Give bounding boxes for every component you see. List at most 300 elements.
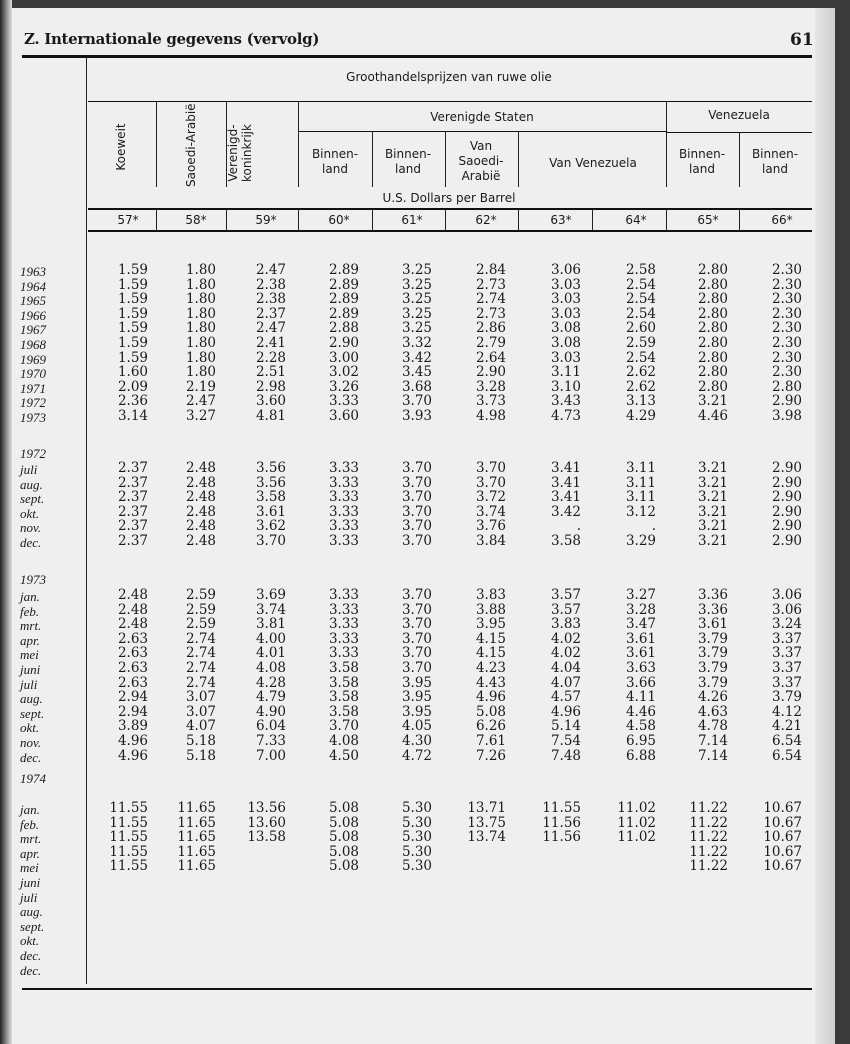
table-cell: 3.58 xyxy=(328,660,359,676)
table-cell: 3.08 xyxy=(550,320,581,337)
table-cell: 3.79 xyxy=(697,660,728,676)
table-cell: 2.90 xyxy=(328,335,359,351)
table-cell: 3.76 xyxy=(475,518,506,535)
table-cell: 3.70 xyxy=(401,601,432,618)
sub-van-venezuela: Van Venezuela xyxy=(549,156,637,170)
table-cell: 3.72 xyxy=(475,489,506,506)
table-cell: 2.64 xyxy=(475,349,506,366)
table-cell: 3.70 xyxy=(255,533,286,549)
table-cell: 11.56 xyxy=(542,814,581,831)
table-cell: 10.67 xyxy=(763,843,802,860)
table-cell: 2.37 xyxy=(255,305,286,322)
sub-binnenland: Binnen-land xyxy=(751,147,799,176)
sub-binnenland: Binnen-land xyxy=(311,147,359,176)
col-divider xyxy=(518,209,519,230)
table-cell: 1.80 xyxy=(185,320,216,337)
table-cell: 4.73 xyxy=(550,408,581,424)
table-cell: 3.61 xyxy=(697,616,728,633)
table-cell: 4.08 xyxy=(328,733,359,749)
table-cell: 3.25 xyxy=(401,320,432,337)
table-cell: 2.38 xyxy=(255,276,286,293)
table-cell: 13.74 xyxy=(467,829,506,846)
table-cell: 2.59 xyxy=(185,616,216,633)
table-cell: 3.06 xyxy=(550,262,581,278)
table-cell: 4.02 xyxy=(550,630,581,647)
table-cell: 2.48 xyxy=(117,587,148,603)
table-cell: 3.70 xyxy=(401,645,432,662)
table-cell: 3.11 xyxy=(625,489,656,506)
table-cell: 3.79 xyxy=(697,645,728,662)
table-cell: 11.22 xyxy=(689,800,728,816)
table-cell: 2.48 xyxy=(117,601,148,618)
table-cell: 3.57 xyxy=(550,601,581,618)
table-cell: 3.11 xyxy=(550,364,581,381)
row-label: feb. xyxy=(20,603,40,619)
table-cell: 2.86 xyxy=(475,320,506,337)
table-cell: 2.47 xyxy=(185,393,216,410)
row-label: 1963 xyxy=(20,264,46,279)
row-label: juni xyxy=(20,875,41,890)
table-cell: 1.80 xyxy=(185,349,216,366)
row-label: 1968 xyxy=(20,337,46,352)
row-label: mei xyxy=(20,860,39,876)
row-label: dec. xyxy=(20,535,42,550)
table-cell: 4.50 xyxy=(328,747,359,764)
row-label: 1965 xyxy=(20,293,46,309)
col-divider xyxy=(666,209,667,230)
table-cell: 2.80 xyxy=(771,378,802,395)
table-cell: 2.63 xyxy=(117,645,148,662)
table-cell: 3.95 xyxy=(401,703,432,720)
row-label: jan. xyxy=(20,589,40,604)
table-cell: 4.43 xyxy=(475,674,506,691)
table-cell: 4.29 xyxy=(625,408,656,424)
table-cell: 3.79 xyxy=(697,630,728,647)
table-cell: 2.37 xyxy=(117,474,148,491)
table-cell: 3.33 xyxy=(328,533,359,549)
table-cell: 2.09 xyxy=(117,378,148,395)
table-cell: 11.55 xyxy=(109,829,148,846)
table-cell: 3.25 xyxy=(401,276,432,293)
table-cell: 3.25 xyxy=(401,305,432,322)
table-cell: 2.48 xyxy=(185,518,216,535)
table-cell: 3.03 xyxy=(550,305,581,322)
table-cell: 2.80 xyxy=(697,291,728,308)
us-rule xyxy=(298,131,666,132)
table-cell: 3.03 xyxy=(550,349,581,366)
table-cell: 2.63 xyxy=(117,660,148,676)
page-number: 61 xyxy=(790,30,814,50)
table-cell: 2.80 xyxy=(697,335,728,351)
table-cell: 3.61 xyxy=(625,630,656,647)
table-cell: 1.80 xyxy=(185,291,216,308)
col-divider xyxy=(372,132,373,187)
table-cell: 4.98 xyxy=(475,408,506,424)
stub-divider xyxy=(86,58,87,984)
table-cell: 2.74 xyxy=(185,630,216,647)
column-number: 65* xyxy=(697,213,719,227)
table-cell: 3.70 xyxy=(401,503,432,520)
row-label: nov. xyxy=(20,520,42,536)
table-cell: 2.79 xyxy=(475,335,506,351)
table-cell: 4.15 xyxy=(475,645,506,662)
group-venezuela: Venezuela xyxy=(708,108,770,122)
table-cell: 5.14 xyxy=(550,718,581,735)
table-cell: 3.11 xyxy=(625,474,656,491)
table-cell: 4.58 xyxy=(625,718,656,735)
table-cell: 6.95 xyxy=(625,733,656,749)
table-cell: 2.62 xyxy=(625,378,656,395)
table-cell: 2.48 xyxy=(185,489,216,506)
table-cell: 3.21 xyxy=(697,474,728,491)
table-cell: 2.90 xyxy=(771,533,802,549)
table-cell: 3.37 xyxy=(771,674,802,691)
table-cell: 3.03 xyxy=(550,291,581,308)
table-cell: 2.90 xyxy=(771,393,802,410)
row-label: 1969 xyxy=(20,351,46,367)
row-label: 1964 xyxy=(20,278,46,294)
group-year-label: 1972 xyxy=(20,446,46,461)
table-cell: 5.18 xyxy=(185,733,216,749)
table-cell: 3.95 xyxy=(401,689,432,706)
table-cell: 3.73 xyxy=(475,393,506,410)
table-cell: 4.46 xyxy=(625,703,656,720)
table-cell: 2.59 xyxy=(185,601,216,618)
table-cell: 4.78 xyxy=(697,718,728,735)
table-cell: 3.27 xyxy=(185,408,216,424)
row-label: juni xyxy=(20,662,41,677)
table-cell: 11.65 xyxy=(177,858,216,875)
table-cell: 4.28 xyxy=(255,674,286,691)
table-cell: 2.89 xyxy=(328,276,359,293)
row-label: mrt. xyxy=(20,831,42,847)
column-number: 59* xyxy=(255,213,277,227)
table-cell: 2.94 xyxy=(117,703,148,720)
table-cell: 2.41 xyxy=(255,335,286,351)
table-cell: 4.21 xyxy=(771,718,802,735)
table-cell: 3.58 xyxy=(328,689,359,706)
table-cell: 3.33 xyxy=(328,460,359,476)
table-cell: 5.30 xyxy=(401,843,432,860)
table-cell: 3.07 xyxy=(185,689,216,706)
table-cell: 3.79 xyxy=(771,689,802,706)
col-divider xyxy=(298,209,299,230)
table-cell: 7.33 xyxy=(255,733,286,749)
table-cell: 2.38 xyxy=(255,291,286,308)
table-cell: . xyxy=(576,518,581,535)
table-cell: 2.19 xyxy=(185,378,216,395)
table-cell: 3.21 xyxy=(697,460,728,476)
table-cell: 13.56 xyxy=(247,800,286,816)
table-cell: 7.00 xyxy=(255,747,286,764)
column-number: 64* xyxy=(625,213,647,227)
group-year-label: 1973 xyxy=(20,572,46,587)
table-cell: 6.54 xyxy=(771,747,802,764)
binding-edge xyxy=(0,0,12,1044)
table-cell: 10.67 xyxy=(763,800,802,816)
row-label: feb. xyxy=(20,816,40,832)
row-label: mrt. xyxy=(20,618,42,634)
table-cell: 2.63 xyxy=(117,674,148,691)
table-cell: 3.88 xyxy=(475,601,506,618)
table-cell: 2.37 xyxy=(117,518,148,535)
table-cell: 11.02 xyxy=(617,829,656,846)
table-cell: 1.60 xyxy=(117,364,148,381)
table-cell: 3.74 xyxy=(475,503,506,520)
table-cell: 7.48 xyxy=(550,747,581,764)
table-cell: 11.65 xyxy=(177,814,216,831)
table-cell: 3.70 xyxy=(401,393,432,410)
table-cell: 3.42 xyxy=(401,349,432,366)
table-cell: 3.70 xyxy=(328,718,359,735)
table-cell: 3.58 xyxy=(550,533,581,549)
table-cell: 3.33 xyxy=(328,393,359,410)
table-cell: 3.58 xyxy=(255,489,286,506)
table-cell: 3.13 xyxy=(625,393,656,410)
column-number: 63* xyxy=(550,213,572,227)
row-label: dec. xyxy=(20,948,42,963)
section-title: Z. Internationale gegevens (vervolg) xyxy=(24,30,320,48)
table-cell: 11.65 xyxy=(177,800,216,816)
table-cell: 3.21 xyxy=(697,503,728,520)
col-koeweit: Koeweit xyxy=(114,123,128,171)
table-cell: 10.67 xyxy=(763,829,802,846)
table-cell: 4.15 xyxy=(475,630,506,647)
table-cell: 2.54 xyxy=(625,305,656,322)
table-cell: 2.30 xyxy=(771,305,802,322)
table-cell: 3.07 xyxy=(185,703,216,720)
table-cell: 2.90 xyxy=(771,460,802,476)
table-cell: 11.56 xyxy=(542,829,581,846)
table-cell: 3.28 xyxy=(625,601,656,618)
col-divider xyxy=(592,209,593,230)
table-cell: 2.48 xyxy=(185,474,216,491)
column-number: 60* xyxy=(328,213,350,227)
table-cell: 7.14 xyxy=(697,747,728,764)
table-cell: 2.90 xyxy=(771,503,802,520)
table-cell: 5.08 xyxy=(328,858,359,875)
table-cell: 1.80 xyxy=(185,276,216,293)
table-cell: 2.54 xyxy=(625,276,656,293)
table-cell: 3.95 xyxy=(475,616,506,633)
column-number: 57* xyxy=(117,213,139,227)
table-cell: 3.33 xyxy=(328,489,359,506)
table-cell: 4.46 xyxy=(697,408,728,424)
table-cell: 5.30 xyxy=(401,800,432,816)
row-label: okt. xyxy=(20,720,40,736)
table-cell: 3.28 xyxy=(475,378,506,395)
table-cell: 1.80 xyxy=(185,364,216,381)
table-cell: 3.62 xyxy=(255,518,286,535)
table-cell: 11.02 xyxy=(617,814,656,831)
table-cell: 11.65 xyxy=(177,843,216,860)
table-cell: 3.33 xyxy=(328,503,359,520)
table-cell: 6.04 xyxy=(255,718,286,735)
table-cell: 2.30 xyxy=(771,349,802,366)
col-divider xyxy=(156,102,157,187)
table-cell: 13.60 xyxy=(247,814,286,831)
table-cell: 3.33 xyxy=(328,474,359,491)
table-cell: 4.04 xyxy=(550,660,581,676)
table-cell: 2.98 xyxy=(255,378,286,395)
table-cell: 3.63 xyxy=(625,660,656,676)
table-cell: 4.57 xyxy=(550,689,581,706)
table-cell: 3.24 xyxy=(771,616,802,633)
table-cell: 10.67 xyxy=(763,858,802,875)
table-cell: 3.33 xyxy=(328,518,359,535)
table-cell: 2.63 xyxy=(117,630,148,647)
table-cell: 11.65 xyxy=(177,829,216,846)
table-cell: 2.30 xyxy=(771,364,802,381)
table-cell: 2.30 xyxy=(771,320,802,337)
table-cell: 13.58 xyxy=(247,829,286,846)
row-label: juli xyxy=(20,462,38,477)
table-cell: 3.21 xyxy=(697,393,728,410)
table-cell: 1.80 xyxy=(185,305,216,322)
table-cell: 6.26 xyxy=(475,718,506,735)
row-label: dec. xyxy=(20,749,42,765)
table-cell: 3.58 xyxy=(328,703,359,720)
table-cell: 2.30 xyxy=(771,262,802,278)
group-year-label: 1974 xyxy=(20,771,46,786)
row-label: 1973 xyxy=(20,410,46,425)
row-label: sept. xyxy=(20,491,45,507)
table-cell: 2.36 xyxy=(117,393,148,410)
row-label: mei xyxy=(20,647,39,663)
table-cell: 3.00 xyxy=(328,349,359,366)
table-cell: 4.11 xyxy=(625,689,656,706)
table-cell: 2.94 xyxy=(117,689,148,706)
table-cell: 6.88 xyxy=(625,747,656,764)
table-cell: 3.33 xyxy=(328,587,359,603)
table-cell: 2.74 xyxy=(185,645,216,662)
table-cell: 3.14 xyxy=(117,408,148,424)
table-cell: 4.07 xyxy=(550,674,581,691)
table-cell: 3.95 xyxy=(401,674,432,691)
table-cell: 7.26 xyxy=(475,747,506,764)
table-cell: 11.55 xyxy=(542,800,581,816)
table-cell: 2.74 xyxy=(185,660,216,676)
table-cell: 3.60 xyxy=(328,408,359,424)
row-label: apr. xyxy=(20,845,40,861)
table-cell: 3.70 xyxy=(401,616,432,633)
table-cell: 3.70 xyxy=(401,533,432,549)
row-label: aug. xyxy=(20,476,43,492)
row-label: 1967 xyxy=(20,322,46,338)
table-cell: 3.25 xyxy=(401,262,432,278)
table-cell: 5.18 xyxy=(185,747,216,764)
table-cell: 3.37 xyxy=(771,630,802,647)
table-cell: 4.96 xyxy=(550,703,581,720)
table-cell: 5.30 xyxy=(401,858,432,875)
table-cell: 7.54 xyxy=(550,733,581,749)
table-cell: 2.73 xyxy=(475,276,506,293)
table-cell: 2.80 xyxy=(697,378,728,395)
table-cell: 3.68 xyxy=(401,378,432,395)
row-label: 1971 xyxy=(20,380,46,396)
table-cell: 3.33 xyxy=(328,601,359,618)
table-cell: 4.02 xyxy=(550,645,581,662)
table-cell: 4.30 xyxy=(401,733,432,749)
table-cell: 3.32 xyxy=(401,335,432,351)
table-cell: 3.69 xyxy=(255,587,286,603)
table-cell: 3.08 xyxy=(550,335,581,351)
row-label: 1966 xyxy=(20,307,46,323)
row-label: jan. xyxy=(20,802,40,817)
top-rule xyxy=(22,55,812,58)
table-cell: 2.28 xyxy=(255,349,286,366)
table-cell: 3.33 xyxy=(328,645,359,662)
row-label: sept. xyxy=(20,918,45,934)
table-cell: 2.89 xyxy=(328,262,359,278)
table-cell: 2.51 xyxy=(255,364,286,381)
table-cell: 2.30 xyxy=(771,276,802,293)
table-cell: 3.02 xyxy=(328,364,359,381)
table-cell: 3.33 xyxy=(328,616,359,633)
table-cell: 3.41 xyxy=(550,460,581,476)
table-cell: 4.12 xyxy=(771,703,802,720)
main-heading: Groothandelsprijzen van ruwe olie xyxy=(346,70,552,84)
table-cell: 3.56 xyxy=(255,460,286,476)
table-cell: 1.59 xyxy=(117,349,148,366)
table-cell: 3.12 xyxy=(625,503,656,520)
table-cell: 3.29 xyxy=(625,533,656,549)
table-cell: 2.90 xyxy=(771,518,802,535)
table-cell: 4.79 xyxy=(255,689,286,706)
table-cell: 1.59 xyxy=(117,276,148,293)
table-cell: 2.59 xyxy=(185,587,216,603)
table-cell: 2.48 xyxy=(185,503,216,520)
row-label: aug. xyxy=(20,904,43,920)
table-cell: . xyxy=(651,518,656,535)
col-divider xyxy=(445,132,446,187)
bottom-rule xyxy=(22,988,812,990)
table-cell: 3.47 xyxy=(625,616,656,633)
column-number: 61* xyxy=(401,213,423,227)
table-cell: 1.59 xyxy=(117,320,148,337)
table-cell: 2.80 xyxy=(697,262,728,278)
unit-label: U.S. Dollars per Barrel xyxy=(382,191,516,205)
table-cell: 3.37 xyxy=(771,660,802,676)
table-cell: 3.36 xyxy=(697,587,728,603)
column-number: 62* xyxy=(475,213,497,227)
table-cell: 3.61 xyxy=(255,503,286,520)
table-cell: 3.43 xyxy=(550,393,581,410)
sub-binnenland: Binnen-land xyxy=(678,147,726,176)
table-cell: 3.37 xyxy=(771,645,802,662)
table-cell: 11.22 xyxy=(689,843,728,860)
table-cell: 3.03 xyxy=(550,276,581,293)
col-verenigd-koninkrijk: Verenigd-koninkrijk xyxy=(226,124,254,182)
table-cell: 2.62 xyxy=(625,364,656,381)
table-cell: 2.48 xyxy=(117,616,148,633)
table-cell: 4.90 xyxy=(255,703,286,720)
table-cell: 5.08 xyxy=(328,829,359,846)
table-cell: 2.80 xyxy=(697,276,728,293)
table-cell: 2.73 xyxy=(475,305,506,322)
table-cell: 2.37 xyxy=(117,503,148,520)
table-cell: 3.41 xyxy=(550,474,581,491)
table-cell: 11.22 xyxy=(689,814,728,831)
table-cell: 3.10 xyxy=(550,378,581,395)
table-cell: 2.30 xyxy=(771,335,802,351)
table-cell: 3.83 xyxy=(475,587,506,603)
row-label: apr. xyxy=(20,632,40,648)
col-divider xyxy=(739,132,740,187)
table-cell: 3.98 xyxy=(771,408,802,424)
row-label: juli xyxy=(20,889,38,905)
table-cell: 4.01 xyxy=(255,645,286,662)
